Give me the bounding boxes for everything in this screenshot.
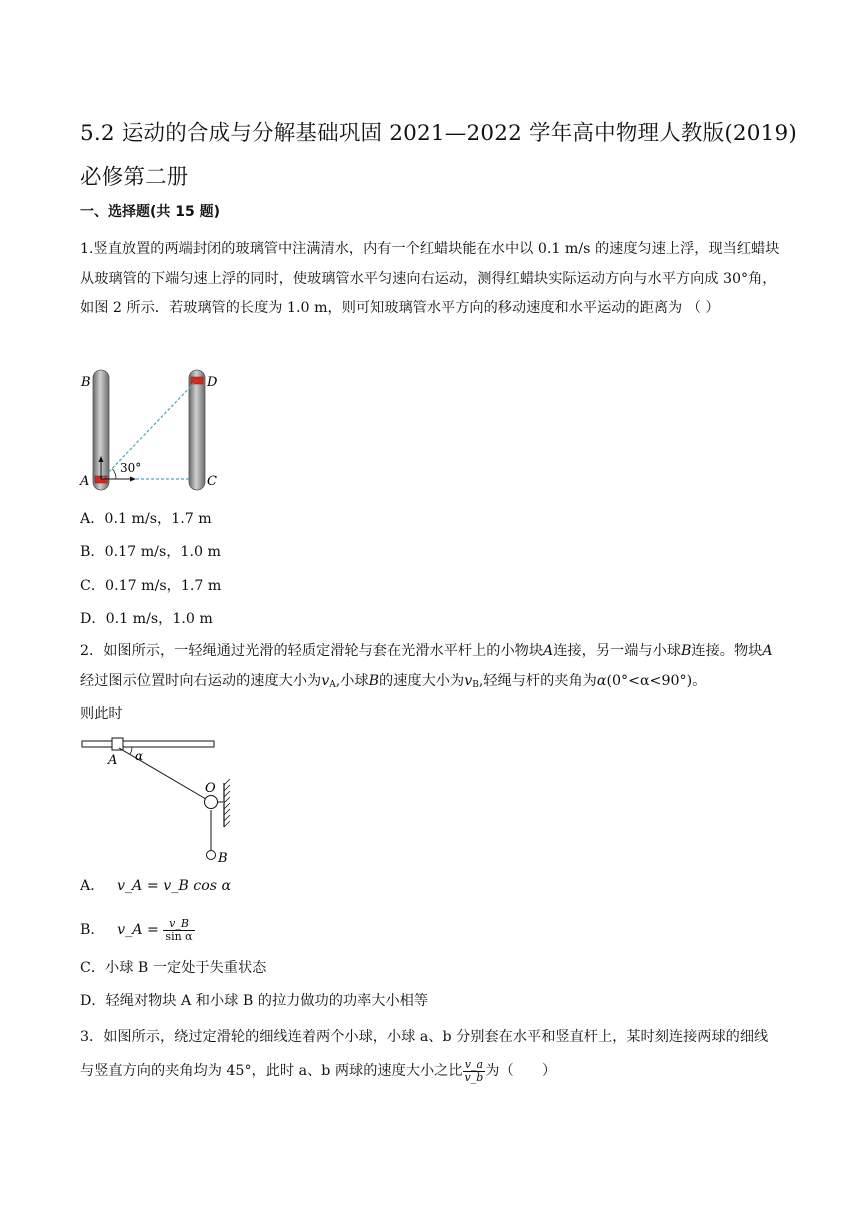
q3-ratio-numerator: v_a <box>463 1059 486 1072</box>
slider-block-A <box>112 738 123 750</box>
label-A: A <box>108 753 118 768</box>
question-3-stem <box>80 1020 780 1088</box>
label-C: C <box>207 474 217 489</box>
q2-text-b: 连接，另一端与小球 <box>553 643 681 659</box>
q2-var-vA: v <box>321 672 330 689</box>
q2-var-vB: v <box>464 672 473 689</box>
ball-B <box>207 851 216 860</box>
q2-option-b-denominator: sin α <box>165 929 193 943</box>
q2-text-c: 连接。物块 <box>691 643 763 659</box>
q2-option-a <box>80 876 231 896</box>
label-B: B <box>81 375 91 390</box>
q2-option-b-numerator: v_B <box>163 918 194 931</box>
trajectory-line <box>102 381 196 479</box>
label-B: B <box>218 851 228 866</box>
q3-ratio-denominator: v_b <box>464 1070 484 1084</box>
angle-arc-alpha <box>130 747 132 754</box>
q2-text-h: 则此时 <box>80 706 123 722</box>
q2-option-a-formula: v_A = v_B cos α <box>116 878 232 894</box>
q2-var-A-2: A <box>762 643 773 659</box>
q1-option-b: B．0.17 m/s，1.0 m <box>80 544 221 560</box>
q2-option-b <box>80 913 195 947</box>
question-2-stem <box>80 637 780 730</box>
q2-var-alpha: α <box>596 672 607 689</box>
q2-text-a: 2．如图所示，一轻绳通过光滑的轻质定滑轮与套在光滑水平杆上的小物块 <box>80 643 544 659</box>
q2-var-B-2: B <box>368 672 380 689</box>
title-line-1: 5.2 运动的合成与分解基础巩固 2021—2022 学年高中物理人教版(2019) <box>80 121 798 146</box>
q2-var-vB-sub: B <box>472 679 479 690</box>
q2-option-b-fraction <box>163 918 194 943</box>
label-A: A <box>80 474 90 489</box>
q2-option-a-prefix: A． <box>80 878 105 894</box>
angle-arc <box>113 469 117 479</box>
wall-hatching <box>224 779 230 827</box>
q2-var-A: A <box>543 643 554 659</box>
rope-inclined <box>119 748 211 802</box>
label-D: D <box>207 375 218 390</box>
pulley-O <box>205 796 218 809</box>
q2-option-b-lhs: v_A = <box>117 922 159 938</box>
label-O: O <box>205 781 216 796</box>
q2-text-g: ,轻绳与杆的夹角为 <box>478 672 597 689</box>
q2-option-d: D．轻绳对物块 A 和小球 B 的拉力做功的功率大小相等 <box>80 993 429 1009</box>
q1-option-a: A．0.1 m/s，1.7 m <box>80 511 212 527</box>
angle-label: 30° <box>120 461 142 475</box>
horizontal-rod <box>82 741 214 747</box>
glass-tube-right <box>189 370 205 490</box>
q2-text-e: ,小球 <box>335 672 369 689</box>
question-1-figure <box>78 366 238 494</box>
document-title <box>80 112 800 200</box>
q2-text-d: 经过图示位置时向右运动的速度大小为 <box>80 672 322 689</box>
q1-option-c: C．0.17 m/s，1.7 m <box>80 578 222 594</box>
q3-text-b: 为（ ） <box>485 1063 557 1079</box>
q2-var-vA-sub: A <box>329 679 336 690</box>
q3-text-a: 3．如图所示，绕过定滑轮的细线连着两个小球，小球 a、b 分别套在水平和竖直杆上，某时刻连接两球的细线与竖直方向的夹角均为 45°，此时 a、b 两球的速度大小之比 <box>80 1029 769 1079</box>
q2-text-f: 的速度大小为 <box>379 672 465 689</box>
question-2-figure <box>80 735 240 870</box>
question-1-stem: 1.竖直放置的两端封闭的玻璃管中注满清水，内有一个红蜡块能在水中以 0.1 m/s 的速度匀速上浮，现当红蜡块从玻璃管的下端匀速上浮的同时，使玻璃管水平匀速向右运动，测得红蜡块实际运动方向与水平方向成 30°角，如图 2 所示．若玻璃管的长度为 1.0 m，则可知玻璃管水平方向的移动速度和水平运动的距离为 （ ） <box>80 241 780 316</box>
title-line-2: 必修第二册 <box>80 165 189 190</box>
q1-option-d: D．0.1 m/s，1.0 m <box>80 611 213 627</box>
q2-option-b-prefix: B． <box>80 922 105 938</box>
label-alpha: α <box>135 749 144 763</box>
q2-var-B: B <box>680 643 692 659</box>
q3-ratio-fraction <box>463 1059 486 1084</box>
section-heading: 一、选择题(共 15 题) <box>80 204 221 220</box>
q2-range: (0°<α<90°)。 <box>606 672 707 689</box>
wax-block-top <box>191 377 203 384</box>
q2-option-c: C．小球 B 一定处于失重状态 <box>80 960 267 976</box>
horizontal-arrow-head <box>130 477 136 482</box>
